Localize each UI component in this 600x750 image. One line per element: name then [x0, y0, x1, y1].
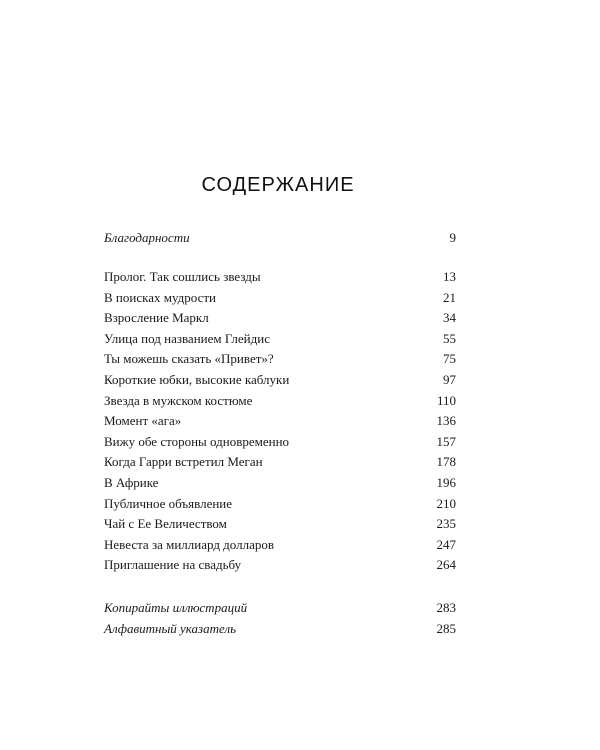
toc-entry-title: Когда Гарри встретил Меган — [104, 454, 263, 470]
toc-entry-title: Благодарности — [104, 230, 190, 245]
toc-entry-title: Взросление Маркл — [104, 310, 209, 326]
toc-entry-title: Невеста за миллиард долларов — [104, 536, 275, 552]
toc-entry — [104, 329, 456, 350]
toc-chapters — [104, 267, 456, 576]
toc-entry-page: 157 — [436, 433, 456, 449]
toc-back-matter — [104, 598, 456, 639]
toc-entry-title: Алфавитный указатель — [104, 620, 237, 636]
toc-entry — [104, 452, 456, 473]
toc-entry — [104, 308, 456, 329]
toc-entry-page: 178 — [436, 454, 456, 470]
toc-entry-page: 34 — [443, 310, 456, 326]
toc-entry — [104, 535, 456, 556]
toc-entry — [104, 288, 456, 309]
toc-entry-title: Улица под названием Глейдис — [104, 330, 270, 346]
toc-entry-title: Ты можешь сказать «Привет»? — [104, 351, 274, 367]
toc-entry-title: Копирайты иллюстраций — [104, 600, 248, 615]
toc-entry-page: 97 — [443, 371, 456, 387]
toc-entry-page: 247 — [436, 536, 456, 552]
toc-entry — [104, 391, 456, 412]
toc-entry — [104, 473, 456, 494]
page-title: СОДЕРЖАНИЕ — [201, 174, 355, 196]
toc-entry — [104, 267, 456, 288]
toc-entry — [104, 619, 456, 640]
toc-entry-page: 210 — [436, 495, 456, 511]
toc-entry — [104, 598, 456, 619]
toc-entry — [104, 370, 456, 391]
toc-entry-title: Приглашение на свадьбу — [104, 557, 242, 573]
toc-entry-title: Публичное объявление — [104, 495, 233, 511]
toc-entry-title: В поисках мудрости — [104, 289, 216, 305]
toc-entry-page: 110 — [436, 392, 456, 408]
toc-entry-page: 13 — [443, 269, 456, 284]
toc-entry-title: Вижу обе стороны одновременно — [104, 433, 290, 449]
toc-entry-page: 9 — [449, 230, 456, 245]
toc-entry-title: Звезда в мужском костюме — [104, 392, 253, 408]
toc-entry-page: 21 — [443, 289, 456, 305]
toc-entry-page: 285 — [436, 620, 456, 636]
toc-entry-title: Короткие юбки, высокие каблуки — [104, 371, 290, 387]
toc-entry-title: Пролог. Так сошлись звезды — [104, 269, 261, 284]
toc-entry — [104, 411, 456, 432]
toc-front-matter — [104, 228, 456, 249]
toc-entry — [104, 494, 456, 515]
toc-entry-title: Момент «ага» — [104, 413, 182, 429]
toc-entry-page: 75 — [443, 351, 456, 367]
toc-entry-title: Чай с Ее Величеством — [104, 516, 227, 532]
toc-entry — [104, 514, 456, 535]
toc-entry-page: 136 — [436, 413, 456, 429]
toc-entry — [104, 349, 456, 370]
toc-entry-title: В Африке — [104, 474, 159, 490]
toc-entry-page: 264 — [436, 557, 456, 573]
toc-entry — [104, 228, 456, 249]
toc-entry-page: 235 — [436, 516, 456, 532]
toc-entry-page: 55 — [443, 330, 456, 346]
toc-entry-page: 283 — [436, 600, 456, 615]
toc-entry — [104, 555, 456, 576]
toc-entry-page: 196 — [436, 474, 456, 490]
toc-entry — [104, 432, 456, 453]
